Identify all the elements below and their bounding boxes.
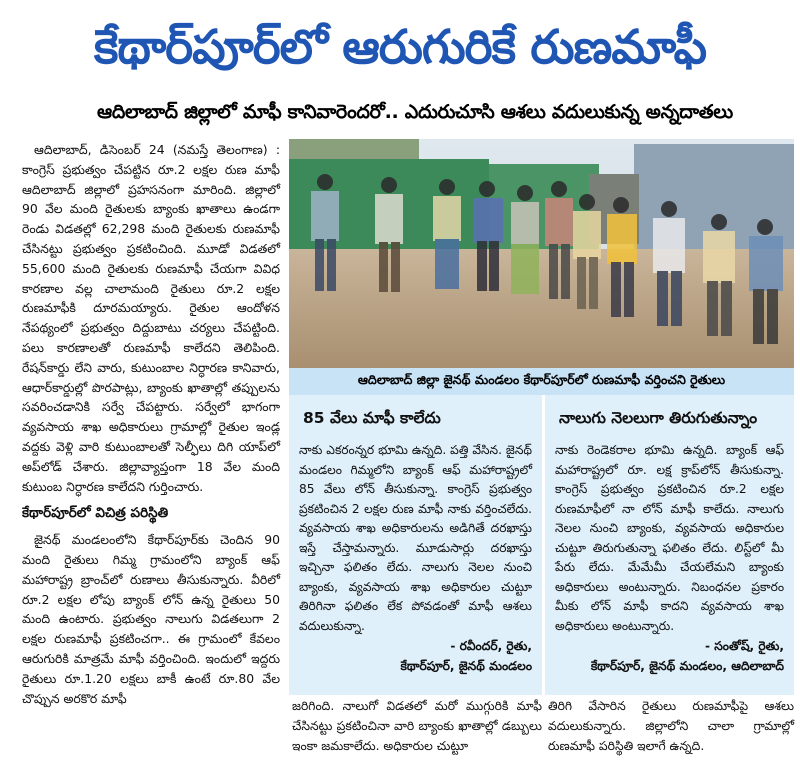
quote-box-ravinder [289, 395, 542, 695]
bottom-right-paragraph: తిరిగి వేసారిన రైతులు రుణమాఫీపై ఆశలు వదులుకున్నారు. జిల్లాలోని చాలా గ్రామాల్లో రుణమాఫీ పరిస్థితి ఇలాగే ఉన్నది. [548, 699, 794, 753]
left-minihead: కేథార్‌పూర్‌లో విచిత్ర పరిస్థితి [22, 505, 169, 522]
quote-box-ravinder-body: నాకు ఎకరంన్నర భూమి ఉన్నది. పత్తి వేసిన. జైనథ్ మండలం గిమ్మలోని బ్యాంక్ ఆఫ్ మహారాష్ట్రలో 85 వేలు లోన్ తీసుకున్నా. కాంగ్రెస్ ప్రభుత్వం ప్రకటించిన 2 లక్షల రుణ మాఫీ నాకు వర్తించలేదు. వ్యవసాయ శాఖ అధికారులను అడిగితే దరఖాస్తు ఇస్తే చేస్తామన్నారు. మూడుసార్లు దరఖాస్తు ఇచ్చినా ఫలితం లేదు. నాలుగు నెలల నుంచి బ్యాంకు, వ్యవసాయ శాఖ అధికారుల చుట్టూ తిరిగినా ఫలితం లేక పోవడంతో మాఫీ ఆశలు వదులుకున్నా. [299, 443, 532, 633]
subheadline [30, 96, 800, 132]
photo-caption-text: ఆదిలాబాద్ జిల్లా జైనథ్ మండలం కేథార్‌పూర్‌లో రుణమాఫీ వర్తించని రైతులు [357, 372, 726, 387]
quote-box-santosh-place: కేథార్‌పూర్, జైనథ్ మండలం, ఆదిలాబాద్ [590, 659, 784, 673]
bottom-right-text [548, 697, 794, 756]
quote-box-santosh [545, 395, 794, 695]
subheadline-text: ఆదిలాబాద్ జిల్లాలో మాఫీ కానివారెందరో.. ఎదురుచూసి ఆశలు వదులుకున్న అన్నదాతలు [97, 100, 733, 123]
left-column [22, 140, 280, 708]
quote-box-santosh-signature: - సంతోష్, రైతు, [704, 639, 784, 653]
quote-box-ravinder-heading: 85 వేలు మాఫీ కాలేదు [303, 409, 441, 427]
quote-box-ravinder-signature: - రవీందర్, రైతు, [450, 639, 532, 653]
bottom-mid-text [292, 697, 542, 756]
quote-box-santosh-heading: నాలుగు నెలలుగా తిరుగుతున్నాం [559, 409, 758, 427]
quote-box-ravinder-place: కేథార్‌పూర్, జైనథ్ మండలం [400, 659, 532, 673]
farmers-photo [289, 139, 794, 368]
left-body-2: జైనథ్ మండలంలోని కేథార్‌పూర్‌కు చెందిన 90 మంది రైతులు గిమ్మ గ్రామంలోని బ్యాంక్ ఆఫ్ మహారాష్ట్ర బ్రాంచ్‌లో రుణాలు తీసుకున్నారు. వీరిలో రూ.2 లక్షల లోపు బ్యాంక్ లోన్ ఉన్న రైతులు 50 మంది ఉంటారు. ప్రభుత్వం నాలుగు విడతలుగా 2 లక్షల రుణమాఫీ ప్రకటించగా.. ఈ గ్రామంలో కేవలం ఆరుగురికి మాత్రమే మాఫీ వర్తించింది. ఇందులో ఇద్దరు రైతులు రూ.1.20 లక్షలు బాకీ ఉంటే రూ.80 వేల చొప్పున అరకొర మాఫీ [22, 532, 280, 706]
left-body-1: ఆదిలాబాద్, డిసెంబర్ 24 (నమస్తే తెలంగాణ) : కాంగ్రెస్ ప్రభుత్వం చేపట్టిన రూ.2 లక్షల రుణ మాఫీ ఆదిలాబాద్ జిల్లాలో ప్రహసనంగా మారింది. జిల్లాలో 90 వేల మంది రైతులకు బ్యాంకు ఖాతాలు ఉండగా రెండు విడతల్లో 62,298 మంది రైతులకు రుణమాఫీ చేసినట్టు ప్రభుత్వం ప్రకటించింది. మూడో విడతలో 55,600 మంది రైతులకు రుణమాఫీ చేయగా వివిధ కారణాల వల్ల చాలామంది రైతులు రూ.2 లక్షల రుణమాఫీకి దూరమయ్యారు. రైతుల ఆందోళన నేపథ్యంలో ప్రభుత్వం దిద్దుబాటు చర్యలు చేపట్టింది. పలు కారణాలతో రుణమాఫీ కాలేదని తెలిపింది. రేషన్‌కార్డు లేని వారు, కుటుంబాల నిర్ధారణ కానివారు, ఆధార్‌కార్డుల్లో పొరపాట్లు, బ్యాంకు ఖాతాల్లో తప్పులను సవరించడానికి సర్వే చేపట్టారు. సర్వేలో భాగంగా వ్యవసాయ శాఖ అధికారులు గ్రామాల్లో రైతుల ఇండ్ల వద్దకు వెళ్లి వారి కుటుంబాలతో సెల్ఫీలు దిగి యాప్‌లో అప్‌లోడ్ చేశారు. జిల్లావ్యాప్తంగా 18 వేల మంది కుటుంబ నిర్ధారణ కాలేదని గుర్తించారు. [22, 142, 280, 494]
photo-caption [289, 368, 794, 395]
headline [0, 4, 800, 90]
headline-text: కేథార్‌పూర్‌లో ఆరుగురికే రుణమాఫీ [93, 19, 707, 75]
bottom-mid-paragraph: జరిగింది. నాలుగో విడతలో మరో ముగ్గురికి మాఫీ చేసినట్టు ప్రకటించినా వారి బ్యాంకు ఖాతాల్లో డబ్బులు ఇంకా జమకాలేదు. అధికారుల చుట్టూ [292, 699, 542, 753]
farmers-photo-illustration [289, 139, 794, 368]
quote-box-santosh-body: నాకు రెండెకరాల భూమి ఉన్నది. బ్యాంక్ ఆఫ్ మహారాష్ట్రలో రూ. లక్ష క్రాప్‌లోన్ తీసుకున్నా. కాంగ్రెస్ ప్రభుత్వం ప్రకటించిన రూ.2 లక్షల రుణమాఫీలో నా లోన్ మాఫీ కాలేదు. నాలుగు నెలల నుంచి బ్యాంకు, వ్యవసాయ అధికారుల చుట్టూ తిరుగుతున్నా ఫలితం లేదు. లిస్ట్‌లో మీ పేరు లేదు. మేమేమీ చేయలేమని బ్యాంకు అధికారులు అంటున్నారు. నిబంధనల ప్రకారం మీకు లోన్ మాఫీ కాదని వ్యవసాయ శాఖ అధికారులు అంటున్నారు. [555, 443, 784, 633]
